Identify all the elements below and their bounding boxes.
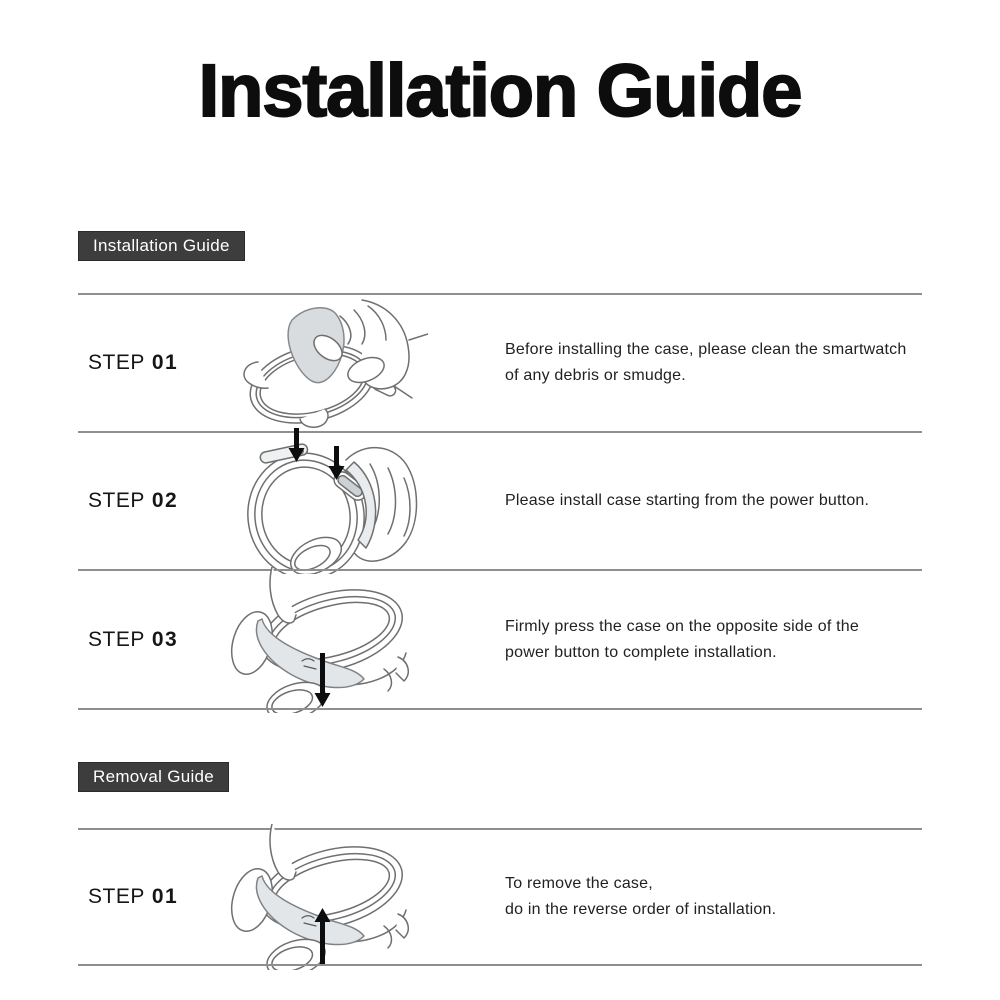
step-word: STEP <box>88 885 145 908</box>
installation-step-1-row <box>78 295 922 431</box>
description-line: power button to complete installation. <box>505 643 777 661</box>
installation-guide-badge-label: Installation Guide <box>93 236 230 255</box>
step-word: STEP <box>88 489 145 512</box>
installation-guide-badge <box>78 231 245 261</box>
description-line: Firmly press the case on the opposite side of the <box>505 617 859 635</box>
step-number: 01 <box>151 885 179 908</box>
removal-guide-badge <box>78 762 229 792</box>
remove-case-illustration <box>218 824 438 970</box>
step-2-label <box>88 489 178 513</box>
install-case-illustration <box>218 428 438 574</box>
hand-wiping-watch-drawing <box>228 298 428 428</box>
step-2-description <box>505 488 869 514</box>
description-line: Please install case starting from the power button. <box>505 492 870 509</box>
description-line: do in the reverse order of installation. <box>505 901 777 918</box>
divider <box>78 708 922 710</box>
case-install-drawing <box>228 428 428 574</box>
removal-guide-badge-label: Removal Guide <box>93 767 215 786</box>
step-1-label <box>88 351 178 375</box>
installation-step-3-row <box>78 571 922 708</box>
clean-watch-illustration <box>218 298 438 428</box>
removal-step-1-label <box>88 885 178 909</box>
remove-case-drawing <box>228 824 428 970</box>
step-3-description <box>505 614 859 666</box>
step-word: STEP <box>88 627 145 651</box>
step-number: 02 <box>151 489 179 512</box>
press-case-illustration <box>218 567 438 713</box>
step-word: STEP <box>88 351 145 374</box>
step-number: 01 <box>151 351 179 374</box>
installation-step-2-row <box>78 433 922 569</box>
description-line: Before installing the case, please clean the smartwatch <box>505 341 907 358</box>
divider <box>78 964 922 966</box>
description-line: To remove the case, <box>505 875 653 892</box>
step-3-label <box>88 628 178 652</box>
step-number: 03 <box>151 627 179 651</box>
press-case-drawing <box>228 567 428 713</box>
step-1-description <box>505 337 906 389</box>
removal-step-1-description <box>505 871 776 923</box>
description-line: of any debris or smudge. <box>505 367 686 384</box>
removal-step-1-row <box>78 830 922 964</box>
page-title: Installation Guide <box>198 49 802 132</box>
